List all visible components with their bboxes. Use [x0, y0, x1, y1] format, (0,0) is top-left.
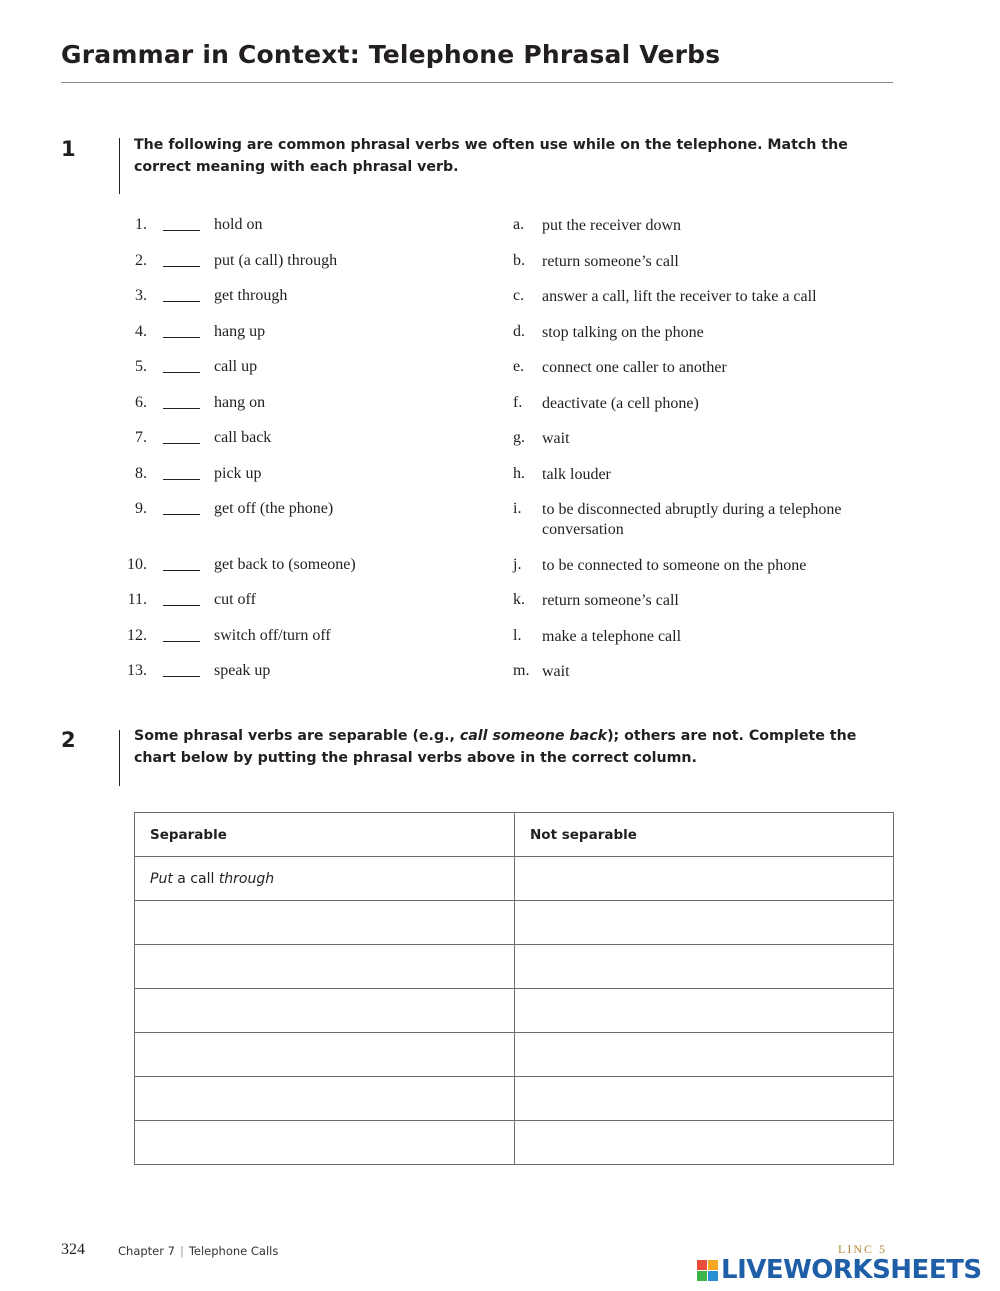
definition: deactivate (a cell phone)	[542, 395, 699, 412]
section-2-number: 2	[61, 728, 76, 752]
answer-blank[interactable]	[163, 570, 200, 571]
definition: stop talking on the phone	[542, 324, 704, 341]
answer-blank[interactable]	[163, 443, 200, 444]
item-number: 9.	[135, 500, 147, 517]
definition-letter: j.	[513, 556, 522, 573]
answer-cell[interactable]	[135, 901, 515, 945]
definition-letter: a.	[513, 216, 525, 233]
definition: return someone’s call	[542, 592, 679, 609]
item-number: 3.	[135, 287, 147, 304]
answer-blank[interactable]	[163, 641, 200, 642]
phrasal-verb: put (a call) through	[214, 252, 338, 269]
phrasal-verb: call up	[214, 358, 258, 375]
item-number: 1.	[135, 216, 147, 233]
definition-letter: m.	[513, 662, 530, 679]
definition: talk louder	[542, 466, 611, 483]
answer-cell[interactable]	[135, 945, 515, 989]
answer-cell[interactable]	[135, 989, 515, 1033]
definition-letter: c.	[513, 287, 525, 304]
example-cell	[135, 857, 515, 901]
answer-cell[interactable]	[515, 989, 894, 1033]
instruction-text: ); others are not. Complete the chart below by putting the phrasal verbs above in the correct column.	[134, 728, 857, 766]
item-number: 11.	[127, 591, 147, 608]
answer-cell[interactable]	[515, 1077, 894, 1121]
page-number: 324	[61, 1241, 85, 1258]
definition: wait	[542, 430, 570, 447]
section-2-bar	[119, 730, 120, 786]
item-number: 6.	[135, 394, 147, 411]
separable-chart	[134, 812, 894, 1165]
footer-separator: |	[179, 1244, 184, 1258]
item-number: 8.	[135, 465, 147, 482]
definition-letter: h.	[513, 465, 525, 482]
item-number: 10.	[127, 556, 147, 573]
definition: connect one caller to another	[542, 359, 727, 376]
phrasal-verb: speak up	[214, 662, 271, 679]
instruction-example: call someone back	[459, 728, 608, 744]
item-number: 4.	[135, 323, 147, 340]
answer-blank[interactable]	[163, 408, 200, 409]
chapter-number: Chapter 7	[118, 1244, 175, 1258]
example-particle: through	[218, 870, 275, 887]
answer-blank[interactable]	[163, 514, 200, 515]
section-1-instruction: The following are common phrasal verbs we often use while on the telephone. Match the correct meaning with each phrasal verb.	[134, 137, 848, 175]
definition-letter: e.	[513, 358, 525, 375]
definition: return someone’s call	[542, 253, 679, 270]
item-number: 2.	[135, 252, 147, 269]
section-2-instruction	[134, 725, 879, 769]
answer-blank[interactable]	[163, 230, 200, 231]
example-middle: a call	[172, 870, 219, 887]
table-row	[135, 1033, 894, 1077]
linc-level: LINC 5	[838, 1242, 887, 1256]
instruction-text: Some phrasal verbs are separable (e.g.,	[134, 728, 460, 744]
phrasal-verb: hang up	[214, 323, 266, 340]
header-separable: Separable	[135, 813, 515, 857]
logo-blocks-icon	[697, 1260, 718, 1281]
answer-cell[interactable]	[515, 1033, 894, 1077]
definition: put the receiver down	[542, 217, 682, 234]
item-number: 5.	[135, 358, 147, 375]
phrasal-verb: get through	[214, 287, 288, 304]
section-1-bar	[119, 138, 120, 194]
answer-cell[interactable]	[515, 945, 894, 989]
definition: make a telephone call	[542, 628, 682, 645]
definition-letter: k.	[513, 591, 525, 608]
definition-letter: g.	[513, 429, 525, 446]
phrasal-verb: call back	[214, 429, 272, 446]
answer-cell[interactable]	[515, 1121, 894, 1165]
header-not-separable: Not separable	[515, 813, 894, 857]
answer-blank[interactable]	[163, 337, 200, 338]
answer-cell[interactable]	[515, 857, 894, 901]
logo-text: LIVEWORKSHEETS	[721, 1255, 982, 1285]
answer-blank[interactable]	[163, 479, 200, 480]
section-1-number: 1	[61, 137, 76, 161]
answer-cell[interactable]	[135, 1077, 515, 1121]
definition: answer a call, lift the receiver to take a call	[542, 288, 817, 305]
chapter-label	[118, 1244, 278, 1258]
phrasal-verb: hold on	[214, 216, 263, 233]
table-row	[135, 989, 894, 1033]
definition-letter: d.	[513, 323, 525, 340]
answer-cell[interactable]	[515, 901, 894, 945]
definition: wait	[542, 663, 570, 680]
definition-letter: l.	[513, 627, 522, 644]
definition-letter: i.	[513, 500, 522, 517]
table-row	[135, 945, 894, 989]
table-row	[135, 1077, 894, 1121]
phrasal-verb: get off (the phone)	[214, 500, 334, 517]
phrasal-verb: pick up	[214, 465, 262, 482]
table-row	[135, 857, 894, 901]
phrasal-verb: cut off	[214, 591, 256, 608]
definition-letter: b.	[513, 252, 525, 269]
chart-header-row	[135, 813, 894, 857]
page-title: Grammar in Context: Telephone Phrasal Verbs	[61, 40, 721, 69]
answer-cell[interactable]	[135, 1033, 515, 1077]
answer-blank[interactable]	[163, 301, 200, 302]
answer-blank[interactable]	[163, 605, 200, 606]
title-divider	[61, 82, 893, 83]
phrasal-verb: hang on	[214, 394, 266, 411]
definition: to be connected to someone on the phone	[542, 557, 807, 574]
item-number: 7.	[135, 429, 147, 446]
chapter-title: Telephone Calls	[188, 1244, 279, 1258]
answer-blank[interactable]	[163, 676, 200, 677]
table-row	[135, 1121, 894, 1165]
phrasal-verb: get back to (someone)	[214, 556, 356, 573]
item-number: 12.	[127, 627, 147, 644]
table-row	[135, 901, 894, 945]
answer-blank[interactable]	[163, 266, 200, 267]
item-number: 13.	[127, 662, 147, 679]
example-verb: Put	[150, 870, 173, 887]
answer-cell[interactable]	[135, 1121, 515, 1165]
answer-blank[interactable]	[163, 372, 200, 373]
definition: to be disconnected abruptly during a telephone conversation	[542, 501, 842, 538]
definition-letter: f.	[513, 394, 523, 411]
liveworksheets-logo[interactable]	[697, 1255, 982, 1285]
phrasal-verb: switch off/turn off	[214, 627, 331, 644]
